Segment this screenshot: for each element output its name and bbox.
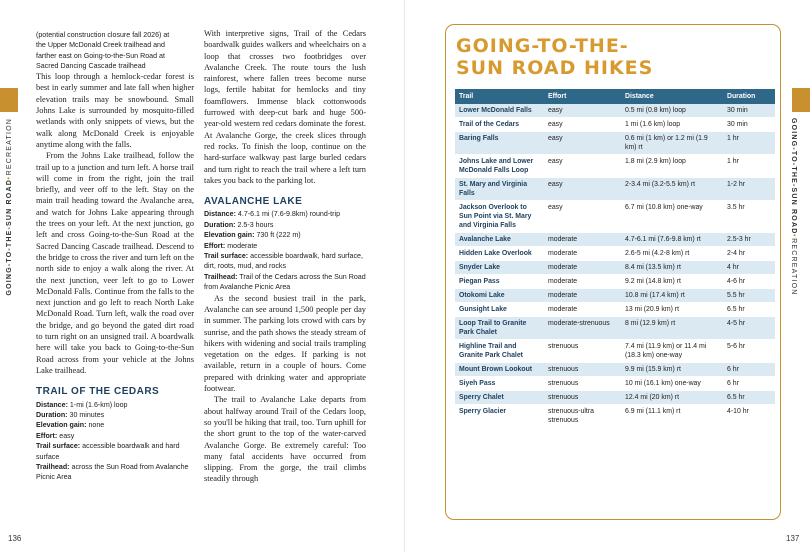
cell-duration: 2-4 hr — [723, 247, 775, 261]
table-row — [455, 132, 775, 155]
cell-duration: 4-10 hr — [723, 405, 775, 428]
cell-distance: 9.2 mi (14.8 km) rt — [621, 275, 723, 289]
stat-key: Duration: — [36, 410, 68, 419]
cell-distance: 10.8 mi (17.4 km) rt — [621, 289, 723, 303]
cell-trail: St. Mary and Virginia Falls — [455, 178, 544, 201]
cell-duration: 4-6 hr — [723, 275, 775, 289]
cell-trail: Jackson Overlook to Sun Point via St. Mary and Virginia Falls — [455, 201, 544, 233]
table-row — [455, 247, 775, 261]
running-head-title: GOING-TO-THE-SUN ROAD — [6, 179, 13, 296]
hikes-table — [455, 89, 775, 428]
stat-key: Trailhead: — [204, 272, 238, 281]
table-row — [455, 178, 775, 201]
stat-value: across the Sun Road from Avalanche Picnic Area — [36, 462, 189, 482]
table-row — [455, 201, 775, 233]
cell-trail: Loop Trail to Granite Park Chalet — [455, 317, 544, 340]
cell-effort: easy — [544, 104, 621, 118]
table-row — [455, 377, 775, 391]
cell-duration: 30 min — [723, 118, 775, 132]
stat-key: Elevation gain: — [36, 421, 87, 430]
column-header: Trail — [455, 89, 544, 104]
cell-trail: Baring Falls — [455, 132, 544, 155]
cell-effort: strenuous — [544, 377, 621, 391]
cell-distance: 9.9 mi (15.9 km) rt — [621, 363, 723, 377]
cell-effort: moderate — [544, 289, 621, 303]
cell-distance: 4.7-6.1 mi (7.6-9.8 km) rt — [621, 233, 723, 247]
cell-trail: Lower McDonald Falls — [455, 104, 544, 118]
stat-key: Trailhead: — [36, 462, 70, 471]
stat-key: Effort: — [36, 431, 58, 440]
stat-value: 1-mi (1.6-km) loop — [69, 400, 128, 409]
table-row — [455, 303, 775, 317]
text-column-1 — [36, 30, 194, 483]
section-tab — [0, 88, 18, 112]
cell-effort: moderate — [544, 303, 621, 317]
cell-distance: 6.9 mi (11.1 km) rt — [621, 405, 723, 428]
body-paragraph: As the second busiest trail in the park, Avalanche can see around 1,500 people per day in summer. The parking lots crowd with cars by sunrise, and the path shows the steady stream of hikers with widening and social trails trampling vegetation on the edges. If parking is not available, return in a couple of hours. Come prepared with drinking water and appropriate footwear. — [204, 293, 366, 394]
cell-effort: easy — [544, 201, 621, 233]
stat-line — [204, 220, 366, 230]
cell-effort: moderate — [544, 275, 621, 289]
cell-trail: Otokomi Lake — [455, 289, 544, 303]
stat-value: moderate — [227, 241, 258, 250]
stat-key: Distance: — [204, 210, 236, 219]
stat-value: 30 minutes — [69, 410, 105, 419]
running-head-right — [790, 118, 797, 296]
cell-distance: 8 mi (12.9 km) rt — [621, 317, 723, 340]
cell-trail: Mount Brown Lookout — [455, 363, 544, 377]
stat-key: Trail surface: — [204, 252, 249, 261]
box-title-line: SUN ROAD HIKES — [456, 57, 654, 79]
cell-duration: 4-5 hr — [723, 317, 775, 340]
cell-effort: easy — [544, 178, 621, 201]
cell-trail: Sperry Chalet — [455, 391, 544, 405]
body-paragraph: From the Johns Lake trailhead, follow the trail up to a junction and turn left. A horse trail will come in from the right, join the trail briefly, and veer off to the left. Stay on the main trail heading toward the Avalanche area, and watch for Johns Lake appearing through the trees on your left. At the next junction, go left and cross Going-to-the-Sun Road at the Sacred Dancing Cascade trailhead. Descend to the bridge to cross the river and turn left on the north side to enjoy a walk along the river. At the next junction, veer left to go to Lower McDonald Falls. Continue from the falls to the next junction and go left to reach North Lake McDonald Road. Turn left, walk the road over the bridge, and go beyond the gated dirt road to turn right on an unsigned trail. A boardwalk here will take you back to Going-to-the-Sun Road across from your vehicle at the Johns Lake trailhead. — [36, 151, 194, 375]
stat-line — [204, 209, 366, 219]
cell-effort: easy — [544, 132, 621, 155]
hike-heading: AVALANCHE LAKE — [204, 196, 303, 208]
stat-line — [204, 241, 366, 251]
intro-line: the Upper McDonald Creek trailhead and — [36, 41, 165, 50]
stat-line — [204, 272, 366, 293]
stat-key: Elevation gain: — [204, 231, 255, 240]
cell-duration: 4 hr — [723, 261, 775, 275]
table-row — [455, 340, 775, 363]
cell-distance: 12.4 mi (20 km) rt — [621, 391, 723, 405]
cell-effort: moderate-strenuous — [544, 317, 621, 340]
table-row — [455, 104, 775, 118]
cell-distance: 0.5 mi (0.8 km) loop — [621, 104, 723, 118]
stat-line — [36, 410, 194, 420]
stat-key: Effort: — [204, 241, 226, 250]
box-title — [456, 35, 716, 79]
body-paragraph: With interpretive signs, Trail of the Cedars boardwalk guides walkers and wheelchairs on a loop that crosses two footbridges over Avalanche Creek. The route tours the lush rainforest, where fallen trees become nurse logs, fertile habitat for hemlocks and tiny foamflowers. Immense black cottonwoods furrowed with deep-cut bark and huge 500-year-old western red cedars dominate the forest. At Avalanche Gorge, the creek slices through red rocks. To finish the loop, continue on the hard-surface walkway past large burled cedars and turn right to reach the trail where a left turn takes you back to the parking lot. — [204, 29, 366, 185]
cell-duration: 2.5-3 hr — [723, 233, 775, 247]
stat-line — [204, 230, 366, 240]
intro-lines — [36, 30, 194, 71]
stat-value: Trail of the Cedars across the Sun Road from Avalanche Picnic Area — [204, 272, 366, 292]
table-row — [455, 391, 775, 405]
cell-trail: Gunsight Lake — [455, 303, 544, 317]
cell-effort: easy — [544, 118, 621, 132]
table-row — [455, 233, 775, 247]
section-tab — [792, 88, 810, 112]
column-header: Distance — [621, 89, 723, 104]
cell-duration: 6 hr — [723, 377, 775, 391]
stat-line — [204, 251, 366, 272]
cell-duration: 30 min — [723, 104, 775, 118]
stat-key: Trail surface: — [36, 442, 81, 451]
table-row — [455, 405, 775, 428]
page-number: 136 — [8, 534, 22, 543]
body-paragraph: The trail to Avalanche Lake departs from about halfway around Trail of the Cedars loop, so you'll be hiking that trail, too. Turn uphill for the short grunt to the top of the water-carved Avalanche Gorge. Be extremely careful: Too many fatal accidents have occurred from slipping. From the gorge, the trail climbs steadily through — [204, 395, 366, 484]
stat-value: easy — [59, 431, 75, 440]
cell-duration: 6.5 hr — [723, 391, 775, 405]
running-head-left — [6, 118, 13, 296]
cell-trail: Snyder Lake — [455, 261, 544, 275]
cell-distance: 13 mi (20.9 km) rt — [621, 303, 723, 317]
cell-duration: 1 hr — [723, 132, 775, 155]
cell-distance: 1 mi (1.6 km) loop — [621, 118, 723, 132]
table-row — [455, 261, 775, 275]
cell-duration: 3.5 hr — [723, 201, 775, 233]
cell-effort: easy — [544, 155, 621, 178]
cell-duration: 5.5 hr — [723, 289, 775, 303]
cell-duration: 1 hr — [723, 155, 775, 178]
intro-line: farther east on Going-to-the-Sun Road at — [36, 51, 165, 60]
stat-line — [36, 420, 194, 430]
intro-line: (potential construction closure fall 2026) at — [36, 31, 170, 39]
column-header: Effort — [544, 89, 621, 104]
cell-trail: Sperry Glacier — [455, 405, 544, 428]
stat-line — [36, 431, 194, 441]
cell-duration: 6.5 hr — [723, 303, 775, 317]
cell-effort: moderate — [544, 261, 621, 275]
stat-key: Distance: — [36, 400, 68, 409]
hike-heading: TRAIL OF THE CEDARS — [36, 386, 160, 398]
table-row — [455, 363, 775, 377]
running-head-section: RECREATION — [6, 118, 13, 176]
stat-line — [36, 400, 194, 410]
stat-value: 730 ft (222 m) — [256, 231, 301, 240]
cell-trail: Siyeh Pass — [455, 377, 544, 391]
cell-trail: Hidden Lake Overlook — [455, 247, 544, 261]
stat-key: Duration: — [204, 220, 236, 229]
table-row — [455, 289, 775, 303]
bullet-icon: • — [6, 175, 13, 180]
hike-stats — [204, 209, 366, 292]
cell-trail: Johns Lake and Lower McDonald Falls Loop — [455, 155, 544, 178]
cell-trail: Avalanche Lake — [455, 233, 544, 247]
body-paragraph: This loop through a hemlock-cedar forest is best in early summer and late fall when higher elevation trails may be snowbound. Small Johns Lake is surrounded by mosquito-filled wetlands with only snippets of views, but the walk along McDonald Creek is enjoyable anytime along with the falls. — [36, 72, 194, 149]
table-row — [455, 317, 775, 340]
cell-duration: 1-2 hr — [723, 178, 775, 201]
box-title-line: GOING-TO-THE- — [456, 35, 629, 57]
cell-trail: Piegan Pass — [455, 275, 544, 289]
stat-value: accessible boardwalk and hard surface — [36, 442, 180, 461]
cell-duration: 5-6 hr — [723, 340, 775, 363]
stat-value: accessible boardwalk, hard surface, dirt, roots, mud, and rocks — [204, 252, 363, 271]
cell-distance: 2.6-5 mi (4.2-8 km) rt — [621, 247, 723, 261]
bullet-icon: • — [790, 234, 797, 239]
cell-effort: strenuous — [544, 363, 621, 377]
cell-distance: 0.6 mi (1 km) or 1.2 mi (1.9 km) rt — [621, 132, 723, 155]
stat-value: 2.5-3 hours — [237, 220, 274, 229]
cell-effort: strenuous-ultra strenuous — [544, 405, 621, 428]
cell-distance: 8.4 mi (13.5 km) rt — [621, 261, 723, 275]
cell-distance: 6.7 mi (10.8 km) one-way — [621, 201, 723, 233]
cell-effort: moderate — [544, 233, 621, 247]
stat-line — [36, 462, 194, 483]
cell-distance: 1.8 mi (2.9 km) loop — [621, 155, 723, 178]
text-column-2 — [204, 28, 366, 485]
table-row — [455, 155, 775, 178]
cell-distance: 2-3.4 mi (3.2-5.5 km) rt — [621, 178, 723, 201]
cell-trail: Trail of the Cedars — [455, 118, 544, 132]
cell-effort: strenuous — [544, 340, 621, 363]
intro-line: Sacred Dancing Cascade trailhead — [36, 61, 146, 70]
page-number: 137 — [786, 534, 800, 543]
cell-trail: Highline Trail and Granite Park Chalet — [455, 340, 544, 363]
stat-value: none — [88, 421, 105, 430]
table-body — [455, 104, 775, 428]
hike-stats — [36, 400, 194, 483]
cell-distance: 7.4 mi (11.9 km) or 11.4 mi (18.3 km) one-way — [621, 340, 723, 363]
table-row — [455, 118, 775, 132]
table-row — [455, 275, 775, 289]
column-header: Duration — [723, 89, 775, 104]
stat-value: 4.7-6.1 mi (7.6-9.8km) round-trip — [237, 210, 341, 219]
cell-effort: moderate — [544, 247, 621, 261]
hikes-sidebar-box — [445, 24, 781, 520]
cell-distance: 10 mi (16.1 km) one-way — [621, 377, 723, 391]
running-head-title: GOING-TO-THE-SUN ROAD — [790, 118, 797, 235]
table-header-row — [455, 89, 775, 104]
cell-effort: strenuous — [544, 391, 621, 405]
running-head-section: RECREATION — [790, 238, 797, 296]
cell-duration: 6 hr — [723, 363, 775, 377]
stat-line — [36, 441, 194, 462]
